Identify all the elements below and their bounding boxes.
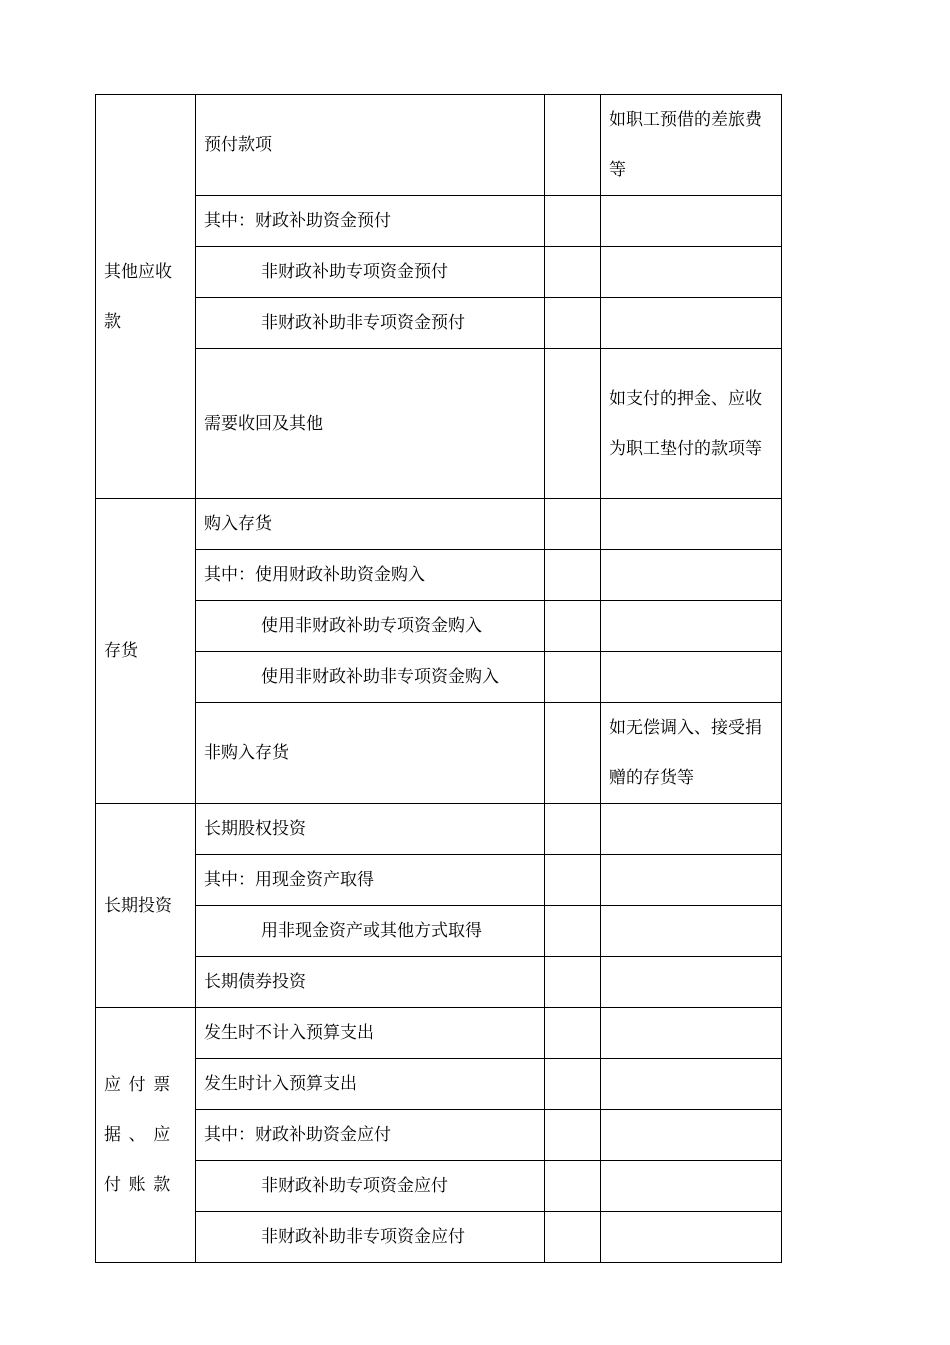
note-cell [601,499,782,550]
item-label-cell: 非财政补助非专项资金应付 [196,1212,545,1263]
amount-cell [545,957,601,1008]
note-cell [601,1059,782,1110]
table-row [96,1059,782,1110]
note-cell [601,652,782,703]
note-cell [601,550,782,601]
amount-cell [545,804,601,855]
note-cell [601,601,782,652]
amount-cell [545,95,601,196]
item-label-cell: 发生时不计入预算支出 [196,1008,545,1059]
table-row [96,906,782,957]
item-label-cell: 使用非财政补助专项资金购入 [196,601,545,652]
item-label-cell: 其中：用现金资产取得 [196,855,545,906]
amount-cell [545,247,601,298]
item-label-cell: 非财政补助专项资金预付 [196,247,545,298]
note-cell: 如无偿调入、接受捐赠的存货等 [601,703,782,804]
note-cell [601,957,782,1008]
amount-cell [545,196,601,247]
item-label-cell: 用非现金资产或其他方式取得 [196,906,545,957]
amount-cell [545,1008,601,1059]
table-row [96,196,782,247]
amount-cell [545,1110,601,1161]
item-label-cell: 非财政补助专项资金应付 [196,1161,545,1212]
table-row [96,95,782,196]
ledger-body [96,95,782,1263]
amount-cell [545,499,601,550]
table-row [96,247,782,298]
note-cell [601,906,782,957]
category-cell: 其他应收款 [96,95,196,499]
category-cell: 存货 [96,499,196,804]
amount-cell [545,1161,601,1212]
table-row [96,298,782,349]
amount-cell [545,1059,601,1110]
item-label-cell: 其中：财政补助资金应付 [196,1110,545,1161]
category-cell: 长期投资 [96,804,196,1008]
amount-cell [545,1212,601,1263]
table-row [96,1008,782,1059]
table-row [96,957,782,1008]
item-label-cell: 购入存货 [196,499,545,550]
item-label-cell: 长期债券投资 [196,957,545,1008]
table-row [96,601,782,652]
table-row [96,499,782,550]
item-label-cell: 长期股权投资 [196,804,545,855]
note-cell [601,196,782,247]
note-cell [601,1212,782,1263]
table-row [96,1212,782,1263]
item-label-cell: 其中：使用财政补助资金购入 [196,550,545,601]
table-row [96,550,782,601]
amount-cell [545,652,601,703]
note-cell [601,855,782,906]
category-cell: 应付票据、应付账款 [96,1008,196,1263]
note-cell [601,1110,782,1161]
item-label-cell: 需要收回及其他 [196,349,545,499]
amount-cell [545,601,601,652]
item-label-cell: 发生时计入预算支出 [196,1059,545,1110]
item-label-cell: 非财政补助非专项资金预付 [196,298,545,349]
note-cell [601,298,782,349]
amount-cell [545,550,601,601]
table-row [96,652,782,703]
item-label-cell: 预付款项 [196,95,545,196]
note-cell: 如职工预借的差旅费等 [601,95,782,196]
amount-cell [545,703,601,804]
table-row [96,855,782,906]
amount-cell [545,298,601,349]
note-cell [601,1008,782,1059]
table-row [96,1161,782,1212]
ledger-table [95,94,782,1263]
table-row [96,703,782,804]
amount-cell [545,349,601,499]
item-label-cell: 其中：财政补助资金预付 [196,196,545,247]
amount-cell [545,855,601,906]
table-row [96,804,782,855]
item-label-cell: 使用非财政补助非专项资金购入 [196,652,545,703]
table-row [96,349,782,499]
note-cell [601,804,782,855]
note-cell [601,1161,782,1212]
item-label-cell: 非购入存货 [196,703,545,804]
table-row [96,1110,782,1161]
amount-cell [545,906,601,957]
note-cell [601,247,782,298]
note-cell: 如支付的押金、应收为职工垫付的款项等 [601,349,782,499]
